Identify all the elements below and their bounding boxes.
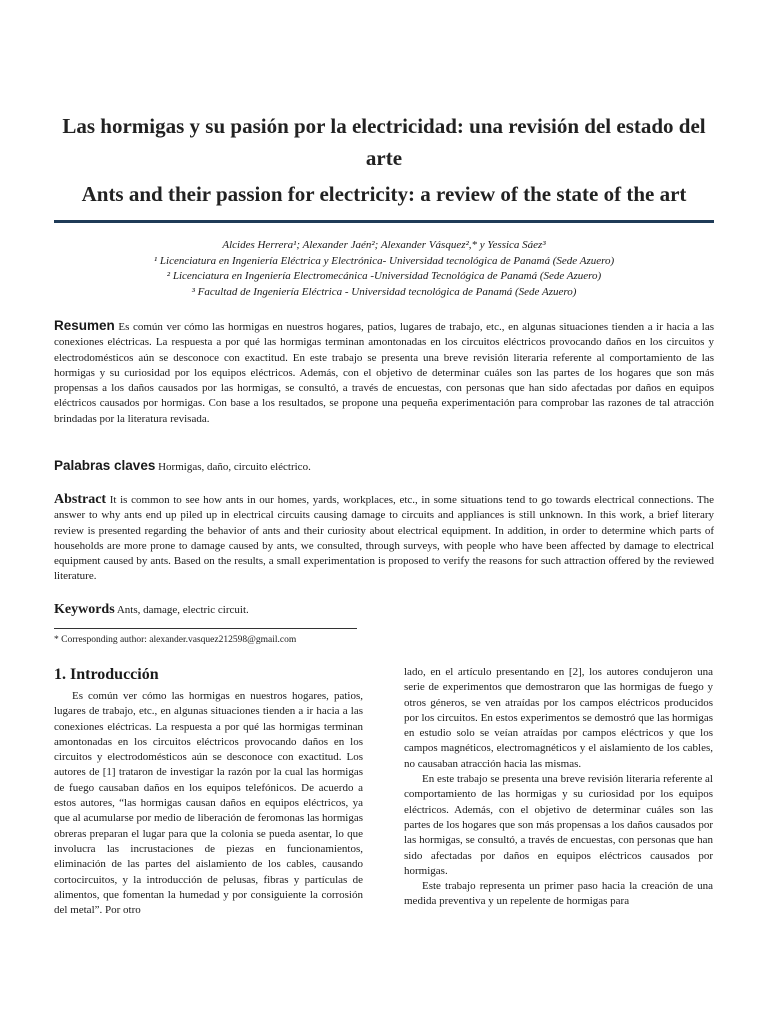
intro-paragraph-2: En este trabajo se presenta una breve revisión literaria referente al comportamiento de las hormigas y su curiosidad por los equipos eléctricos. Además, con el objetivo de determinar cuáles son las partes de los hogares que son más propensas a los daños causados por las hormigas, se consultó, a través de encuestas, con personas que han sido afectadas por daños en equipos eléctricos causados por hormigas. [404,773,713,877]
palabras-claves-section [54,458,714,475]
resumen-text: Es común ver cómo las hormigas en nuestros hogares, patios, lugares de trabajo, etc., en algunas situaciones tienden a ir hacia a las conexiones eléctricas. La respuesta a por qué las hormigas terminan amontonadas en los circuitos eléctricos provocando daños en los circuitos y electrodomésticos aún se desconoce con exactitud. En este trabajo se presenta una breve revisión literaria referente al comportamiento de las hormigas y su curiosidad por los equipos eléctricos. Además, con el objetivo de determinar cuáles son las partes de los hogares que son más propensas a los daños causados por las hormigas, se consultó, a través de encuestas, con personas que han sido afectadas por daños en equipos eléctricos causados por hormigas. Con base a los resultados, se propone una pequeña experimentación para comprobar las razones de tal atracción brindadas por la literatura revisada. [54,321,714,425]
keywords-label: Keywords [54,602,115,617]
corresponding-author-footnote: * Corresponding author: alexander.vasquez212598@gmail.com [54,635,297,645]
abstract-text: It is common to see how ants in our homes, yards, workplaces, etc., in some situations tend to go towards electrical connections. The answer to why ants end up piled up in electrical circuits causing damage to circuits and appliances is still unknown. In this work, a brief literary review is presented regarding the behavior of ants and their curiosity about electrical equipment. In addition, in order to determine which parts of households are more prone to damage caused by ants, we consulted, through surveys, with people who have been affected by damage to electrical equipment caused by ants. Based on the results, a small experimentation is proposed to verify the reasons for such attraction offered by the reviewed literature. [54,494,714,583]
keywords-text: Ants, damage, electric circuit. [114,604,249,616]
affiliation-1: ¹ Licenciatura en Ingeniería Eléctrica y Electrónica- Universidad tecnológica de Panamá (Sede Azuero) [153,254,615,267]
intro-paragraph-3: Este trabajo representa un primer paso hacia la creación de una medida preventiva y un repelente de hormigas para [404,880,713,908]
authors-line: Alcides Herrera¹; Alexander Jaén²; Alexander Vásquez²,* y Yessica Sáez³ [222,239,546,251]
intro-paragraph-1: Es común ver cómo las hormigas en nuestros hogares, patios, lugares de trabajo, etc., en algunas situaciones tienden a ir hacia a las conexiones eléctricas. La respuesta a por qué las hormigas terminan amontonadas en los circuitos eléctricos provocando daños en los circuitos y electrodomésticos aún se desconoce con exactitud. Los autores de [1] trataron de investigar la razón por la cual las hormigas de fuego causaban daños en los equipos telefónicos. De acuerdo a estos autores, “las hormigas causan daños en equipos eléctricos, ya que al acumularse por medio de liberación de feromonas las hormigas obreras preparan el lugar para que la colonia se pueda asentar, lo que involucra las incrustaciones de piezas en funcionamientos, eliminación de las partes del aislamiento de los cables, causando cortocircuitos, y la introducción de pelusas, fibras y partículas de alimentos, que fomentan la humedad y por consiguiente la corrosión del metal”. Por otro [54,690,363,917]
title-spanish: Las hormigas y su pasión por la electricidad: una revisión del estado del arte [62,114,706,170]
resumen-label: Resumen [54,318,115,333]
palabras-claves-label: Palabras claves [54,458,156,473]
footnote-divider [54,628,357,629]
abstract-section [54,492,714,585]
keywords-section [54,602,714,618]
title-english: Ants and their passion for electricity: a review of the state of the art [81,182,687,206]
intro-paragraph-continued: lado, en el artículo presentando en [2], los autores condujeron una serie de experimentos que demostraron que las hormigas de fuego y otros géneros, se ven atraídas por los campos eléctricos producidos por los circuitos. En estos experimentos se demostró que las hormigas en estudio solo se veían atraídas por campos eléctricos y que los campos magnéticos, electromagnéticos y el aislamiento de los cables, no causaban atracción hacia las mismas. [404,666,713,770]
palabras-claves-text: Hormigas, daño, circuito eléctrico. [155,461,311,473]
affiliation-3: ³ Facultad de Ingeniería Eléctrica - Universidad tecnológica de Panamá (Sede Azuero) [191,285,577,298]
section-heading-introduccion: 1. Introducción [54,666,159,683]
right-column [404,665,713,910]
abstract-label: Abstract [54,492,107,507]
left-column [54,665,363,918]
resumen-section [54,318,714,427]
title-divider [54,220,714,223]
affiliation-2: ² Licenciatura en Ingeniería Electromecánica -Universidad Tecnológica de Panamá (Sede Azuero) [166,270,602,282]
author-block [54,238,714,300]
